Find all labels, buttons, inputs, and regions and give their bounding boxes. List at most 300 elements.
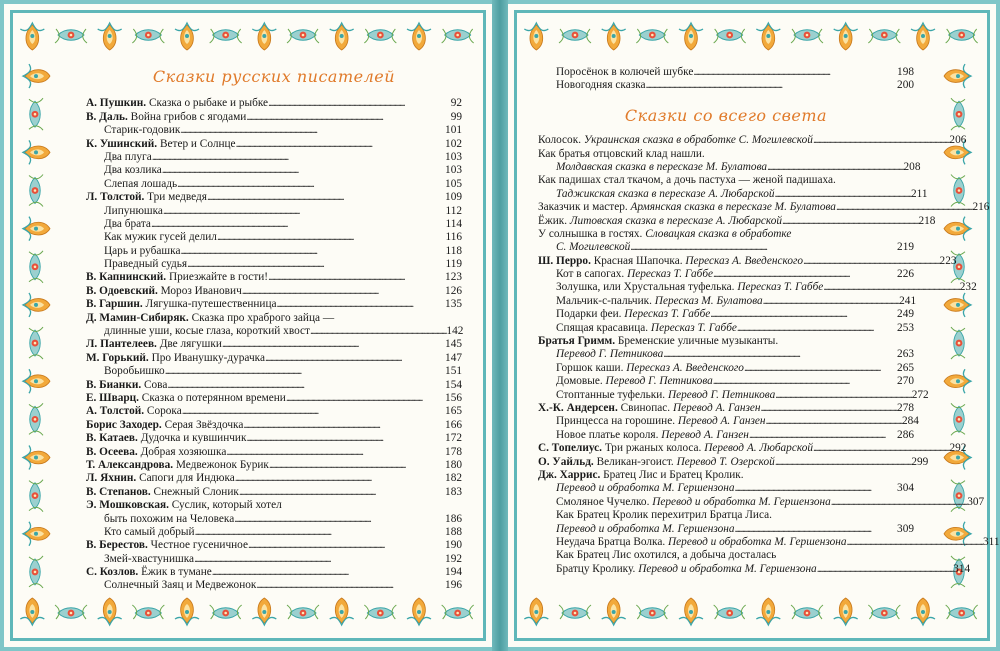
page-number: 192: [445, 552, 462, 565]
toc-entry-text: [556, 268, 713, 281]
page-number: 147: [445, 351, 462, 364]
toc-entry: [538, 549, 914, 562]
dot-leader: [836, 201, 971, 214]
toc-entry-text: [86, 271, 268, 284]
author-name: В. Даль.: [86, 110, 128, 123]
contents-left: [86, 67, 464, 593]
author-name: Э. Мошковская.: [86, 499, 169, 512]
toc-entry: [86, 325, 462, 338]
entry-title: Сова: [144, 378, 168, 391]
ornament-flower: [714, 605, 746, 619]
ornament-flower: [868, 29, 900, 43]
dot-leader: [277, 298, 445, 311]
page-number: 249: [897, 308, 914, 321]
page-number: 216: [972, 201, 990, 214]
page-number: 102: [445, 137, 462, 150]
page-number: 165: [445, 405, 462, 418]
entry-title: Про Иванушку-дурачка: [151, 351, 265, 364]
entry-title: Три медведя: [147, 191, 207, 204]
toc-entry: [86, 419, 462, 432]
toc-entry-text: [556, 241, 630, 254]
page-number: 208: [903, 160, 921, 173]
dot-leader: [177, 178, 444, 191]
toc-entry: [86, 124, 462, 137]
toc-entry: [86, 271, 462, 284]
entry-title: Как братья отцовский клад нашли.: [538, 147, 705, 160]
entry-title: Сказка о рыбаке и рыбке: [148, 97, 269, 110]
toc-entry-text: [86, 312, 334, 325]
entry-title: У солнышка в гостях.: [538, 227, 643, 240]
toc-entry: [538, 535, 1000, 549]
ornament-flower: [911, 23, 935, 50]
entry-title: Кто самый добрый: [104, 525, 195, 538]
toc-entry: [86, 138, 462, 151]
ornament-flower: [364, 29, 396, 43]
page-number: 223: [939, 254, 957, 267]
ornament-flower: [23, 522, 50, 546]
page-number: 182: [445, 472, 462, 485]
page-number: 226: [897, 268, 914, 281]
dot-leader: [151, 218, 445, 231]
translator-note: Армянская сказка в пересказе М. Булатова: [630, 201, 836, 214]
toc-entry-text: [86, 566, 212, 579]
toc-entry: [86, 178, 462, 191]
toc-entry-text: [556, 429, 749, 442]
toc-entry: [86, 258, 462, 271]
entry-title: Красная Шапочка.: [593, 254, 683, 267]
toc-entry: [538, 174, 914, 187]
author-name: В. Бианки.: [86, 378, 142, 391]
toc-entry: [538, 523, 914, 536]
toc-entry: [538, 134, 967, 147]
toc-entry-text: [86, 432, 246, 445]
author-name: В. Осеева.: [86, 445, 138, 458]
toc-entry-text: [86, 419, 243, 432]
entry-title: Неудача Братца Волка.: [556, 535, 666, 548]
page-number: 156: [445, 392, 462, 404]
dot-leader: [180, 245, 444, 258]
dot-leader: [737, 322, 896, 335]
dot-leader: [242, 285, 444, 298]
entry-title: Золушка, или Хрустальная туфелька.: [556, 281, 735, 294]
entry-title: Как Братец Кролик перехитрил Братца Лиса.: [556, 509, 772, 522]
dot-leader: [163, 205, 445, 218]
ornament-border-top: [13, 13, 477, 57]
toc-entry-text: [86, 111, 246, 124]
toc-entry: [86, 539, 462, 552]
toc-entry: [538, 495, 985, 509]
toc-entry: [538, 322, 914, 335]
author-name: К. Ушинский.: [86, 137, 158, 150]
entry-title: Как мужик гусей делил: [104, 231, 217, 244]
toc-entry: [538, 281, 977, 294]
author-name: Е. Шварц.: [86, 392, 139, 404]
toc-entry: [538, 509, 914, 522]
page-number: 263: [897, 348, 914, 361]
ornament-flower: [175, 598, 199, 625]
page-number: 200: [897, 79, 914, 92]
dot-leader: [239, 486, 444, 499]
toc-entry: [86, 405, 462, 418]
ornament-flower: [911, 598, 935, 625]
dot-leader: [269, 459, 444, 472]
ornament-flower: [602, 23, 626, 50]
dot-leader: [646, 79, 897, 92]
ornament-flower: [23, 446, 50, 470]
toc-entry: [86, 432, 462, 445]
toc-entry-text: [104, 553, 194, 566]
dot-leader: [217, 231, 445, 244]
ornament-flower: [23, 140, 50, 164]
dot-leader: [813, 442, 948, 455]
translator-note: Пересказ Т. Габбе: [627, 268, 714, 281]
entry-title: Поросёнок в колючей шубке: [556, 66, 694, 78]
toc-entry-text: [104, 205, 163, 218]
page-number: 183: [445, 485, 462, 498]
translator-note: Украинская сказка в обработке С. Могилевской: [583, 134, 813, 147]
toc-entry: [538, 442, 967, 455]
toc-entry-text: [104, 579, 256, 592]
page-number: 101: [445, 124, 462, 137]
dot-leader: [182, 405, 444, 418]
entry-title: быть похожим на Человека: [104, 512, 235, 525]
toc-list-right: [538, 134, 1000, 576]
entry-title: Добрая хозяюшка: [140, 445, 227, 458]
page-number: 272: [911, 388, 929, 401]
toc-entry-text: [538, 469, 744, 482]
dot-leader: [735, 523, 897, 536]
page-number: 307: [967, 495, 985, 508]
toc-entry-text: [556, 509, 772, 522]
toc-entry: [538, 335, 914, 348]
toc-entry: [86, 191, 462, 204]
toc-entry: [86, 365, 462, 378]
dot-leader: [167, 379, 444, 392]
entry-title: Мальчик-с-пальчик.: [556, 294, 652, 307]
entry-title: Слепая лошадь: [104, 177, 178, 190]
dot-leader: [713, 375, 896, 388]
page-number: 198: [897, 66, 914, 78]
dot-leader: [268, 271, 444, 284]
dot-leader: [246, 432, 444, 445]
toc-entry-text: [538, 228, 791, 241]
toc-entry-text: [538, 456, 775, 469]
entry-title: Как падишах стал ткачом, а дочь пастуха — женой падишаха.: [538, 174, 836, 187]
translator-note: Перевод Г. Петникова: [605, 375, 713, 388]
ornament-flower: [23, 217, 50, 241]
toc-entry: [538, 294, 917, 308]
toc-entry: [86, 285, 462, 298]
dot-leader: [162, 164, 444, 177]
toc-entry: [86, 245, 462, 258]
dot-leader: [256, 579, 444, 592]
toc-entry: [86, 205, 462, 218]
ornament-flower: [23, 293, 50, 317]
ornament-flower: [636, 29, 668, 43]
ornament-flower: [944, 293, 971, 317]
toc-entry-text: [556, 523, 735, 536]
page-number: 172: [445, 432, 462, 445]
entry-title: Братец Лис и Братец Кролик.: [603, 468, 744, 481]
toc-entry-text: [104, 325, 310, 338]
ornament-svg: [517, 13, 981, 57]
page-number: 112: [445, 204, 462, 217]
section-heading-world-tales: Сказки со всего света: [624, 105, 828, 125]
entry-title: Колосок.: [538, 134, 582, 147]
dot-leader: [775, 188, 910, 201]
toc-entry-text: [556, 389, 775, 402]
toc-entry-text: [86, 138, 236, 151]
toc-entry-text: [538, 335, 778, 348]
author-name: А. Толстой.: [86, 405, 145, 418]
toc-entry-text: [104, 245, 180, 258]
ornament-flower: [442, 605, 474, 619]
toc-entry: [86, 151, 462, 164]
entry-title: Мороз Иванович: [160, 284, 242, 297]
ornament-flower: [287, 605, 319, 619]
toc-entry-text: [104, 218, 151, 231]
page-number: 253: [897, 321, 914, 334]
entry-title: Честное гусеничное: [150, 539, 248, 552]
toc-entry-text: [556, 281, 823, 294]
author-name: Х.-К. Андерсен.: [538, 402, 618, 414]
page-number: 103: [445, 164, 462, 177]
dot-leader: [222, 338, 444, 351]
entry-title: Солнечный Заяц и Медвежонок: [104, 579, 257, 592]
toc-entry: [86, 97, 462, 110]
entry-title: Два брата: [104, 217, 151, 230]
translator-note: Литовская сказка в пересказе А. Любарской: [569, 214, 783, 227]
ornament-flower: [524, 598, 548, 625]
dot-leader: [693, 66, 896, 79]
dot-leader: [630, 241, 896, 254]
ornament-flower: [29, 403, 43, 435]
ornament-flower: [951, 327, 965, 359]
toc-entry: [86, 526, 462, 539]
toc-entry-text: [104, 164, 162, 177]
dot-leader: [749, 429, 896, 442]
dot-leader: [775, 389, 910, 402]
page-number: 196: [445, 579, 462, 592]
toc-entry: [86, 338, 462, 351]
entry-title: Воробьишко: [104, 365, 165, 378]
toc-entry-text: [556, 375, 713, 388]
ornament-svg: [13, 591, 477, 635]
ornament-flower: [524, 23, 548, 50]
translator-note: Перевод А. Ганзен: [672, 402, 761, 414]
translator-note: Перевод и обработка М. Гершензона: [556, 522, 735, 535]
translator-note: Пересказ А. Введенского: [626, 361, 744, 374]
toc-entry-text: [104, 365, 165, 378]
toc-entry-text: [86, 338, 222, 351]
toc-entry-text: [538, 215, 782, 228]
toc-entry-text: [104, 513, 234, 526]
toc-entry: [538, 415, 919, 428]
page-number: 219: [897, 241, 914, 254]
toc-entry-text: [556, 348, 663, 361]
entry-title: Три ржаных колоса.: [604, 442, 702, 455]
ornament-flower: [559, 605, 591, 619]
ornament-flower: [98, 23, 122, 50]
dot-leader: [803, 255, 938, 268]
author-name: В. Катаев.: [86, 432, 138, 445]
translator-note: Перевод и обработка М. Гершензона: [638, 562, 817, 575]
entry-title: Кот в сапогах.: [556, 268, 625, 281]
toc-entry-text: [104, 151, 152, 164]
page-number: 99: [450, 110, 462, 123]
toc-entry-text: [86, 446, 226, 459]
toc-entry-text: [538, 402, 761, 415]
translator-note: Перевод Г. Петникова: [667, 388, 776, 401]
ornament-flower: [55, 29, 87, 43]
toc-entry: [86, 352, 462, 365]
toc-entry: [538, 241, 914, 254]
toc-entry-text: [86, 191, 207, 204]
dot-leader: [265, 352, 444, 365]
dot-leader: [713, 268, 896, 281]
translator-note: Словацкая сказка в обработке: [645, 227, 792, 240]
ornament-flower: [20, 598, 44, 625]
ornament-flower: [287, 29, 319, 43]
entry-title: Сказка о потерянном времени: [141, 392, 286, 404]
page-number: 123: [445, 271, 462, 284]
dot-leader: [195, 526, 444, 539]
ornament-flower: [559, 29, 591, 43]
ornament-border-bottom: [517, 591, 981, 635]
page-number: 206: [949, 134, 967, 147]
entry-title: Снежный Слоник: [153, 485, 239, 498]
ornament-flower: [946, 605, 978, 619]
toc-entry-text: [86, 459, 269, 472]
dot-leader: [744, 362, 896, 375]
toc-entry: [538, 228, 914, 241]
page-number: 190: [445, 539, 462, 552]
author-name: Братья Гримм.: [538, 335, 616, 348]
ornament-flower: [252, 23, 276, 50]
entry-title: Дудочка и кувшинчик: [140, 432, 247, 445]
toc-entry: [538, 308, 914, 321]
toc-entry: [86, 472, 462, 485]
toc-entry: [86, 486, 462, 499]
entry-title: Как Братец Лис охотился, а добыча досталась: [556, 549, 777, 562]
toc-entry: [538, 254, 957, 268]
page-number: 126: [445, 284, 462, 297]
page-number: 145: [445, 338, 462, 351]
page-number: 109: [445, 191, 462, 204]
entry-title: Медвежонок Бурик: [175, 458, 269, 471]
ornament-flower: [636, 605, 668, 619]
dot-leader: [710, 308, 896, 321]
toc-entry-text: [556, 482, 735, 495]
toc-entry: [538, 79, 914, 92]
dot-leader: [243, 419, 444, 432]
entry-title: Сорока: [146, 405, 182, 418]
toc-entry-text: [556, 308, 710, 321]
toc-entry-text: [86, 499, 282, 512]
entry-title: Домовые.: [556, 375, 603, 388]
toc-entry: [538, 148, 914, 161]
page-number: 119: [445, 258, 462, 271]
toc-entry: [86, 553, 462, 566]
toc-entry-text: [556, 188, 775, 201]
entry-title: Лягушка-путешественница: [145, 298, 277, 311]
entry-title: Ветер и Солнце: [159, 137, 236, 150]
ornament-flower: [252, 598, 276, 625]
toc-entry: [538, 348, 914, 361]
author-name: Борис Заходер.: [86, 418, 162, 431]
page-number: 194: [445, 566, 462, 579]
author-name: В. Капнинский.: [86, 271, 167, 284]
ornament-flower: [29, 251, 43, 283]
ornament-flower: [791, 605, 823, 619]
page-number: 218: [918, 214, 936, 227]
toc-entry: [86, 379, 462, 392]
translator-note: Перевод А. Ганзен: [661, 428, 749, 441]
entry-title: Свинопас.: [620, 402, 671, 414]
toc-list-right-continued: [538, 66, 914, 93]
entry-title: Царь и рубашка: [104, 244, 181, 257]
ornament-flower: [330, 598, 354, 625]
entry-title: Новое платье короля.: [556, 428, 659, 441]
toc-entry-text: [104, 124, 180, 137]
dot-leader: [194, 553, 444, 566]
ornament-flower: [756, 23, 780, 50]
toc-entry: [86, 392, 462, 405]
page-number: 105: [445, 177, 462, 190]
toc-entry-text: [538, 201, 836, 214]
ornament-flower: [210, 29, 242, 43]
toc-entry: [86, 312, 462, 325]
toc-entry: [538, 469, 914, 482]
entry-title: Две лягушки: [159, 338, 222, 351]
page-number: 232: [959, 281, 977, 294]
author-name: Д. Мамин-Сибиряк.: [86, 311, 189, 324]
toc-entry: [86, 513, 462, 526]
toc-entry-text: [86, 472, 235, 485]
author-name: О. Уайльд.: [538, 455, 594, 468]
toc-entry-text: [104, 258, 187, 271]
entry-title: Старик-годовик: [104, 124, 181, 137]
right-page: [508, 4, 1000, 647]
ornament-flower: [951, 403, 965, 435]
toc-list-left: [86, 97, 462, 592]
entry-title: Бременские уличные музыканты.: [617, 335, 779, 348]
toc-entry-text: [86, 285, 242, 298]
entry-title: Братцу Кролику.: [556, 562, 636, 575]
toc-entry: [86, 164, 462, 177]
toc-entry-text: [556, 66, 693, 79]
book-gutter: [492, 0, 508, 651]
translator-note: Пересказ Т. Габбе: [737, 281, 824, 294]
section-heading-russian-writers: Сказки русских писателей: [152, 67, 396, 86]
ornament-flower: [714, 29, 746, 43]
page-number: 180: [445, 458, 462, 471]
toc-entry-text: [86, 539, 248, 552]
page-number: 304: [897, 482, 914, 495]
toc-entry: [86, 499, 462, 512]
translator-note: Молдавская сказка в пересказе М. Булатова: [556, 160, 768, 173]
entry-title: Приезжайте в гости!: [168, 271, 269, 284]
toc-entry-text: [556, 322, 737, 335]
translator-note: С. Могилевской: [556, 241, 631, 254]
translator-note: Таджикская сказка в пересказе А. Любарской: [556, 187, 775, 200]
dot-leader: [767, 161, 902, 174]
translator-note: Перевод Г. Петникова: [556, 348, 664, 361]
toc-entry-text: [538, 174, 836, 187]
entry-title: Два козлика: [104, 164, 162, 177]
page-number: 211: [910, 187, 928, 200]
ornament-svg: [13, 57, 57, 591]
